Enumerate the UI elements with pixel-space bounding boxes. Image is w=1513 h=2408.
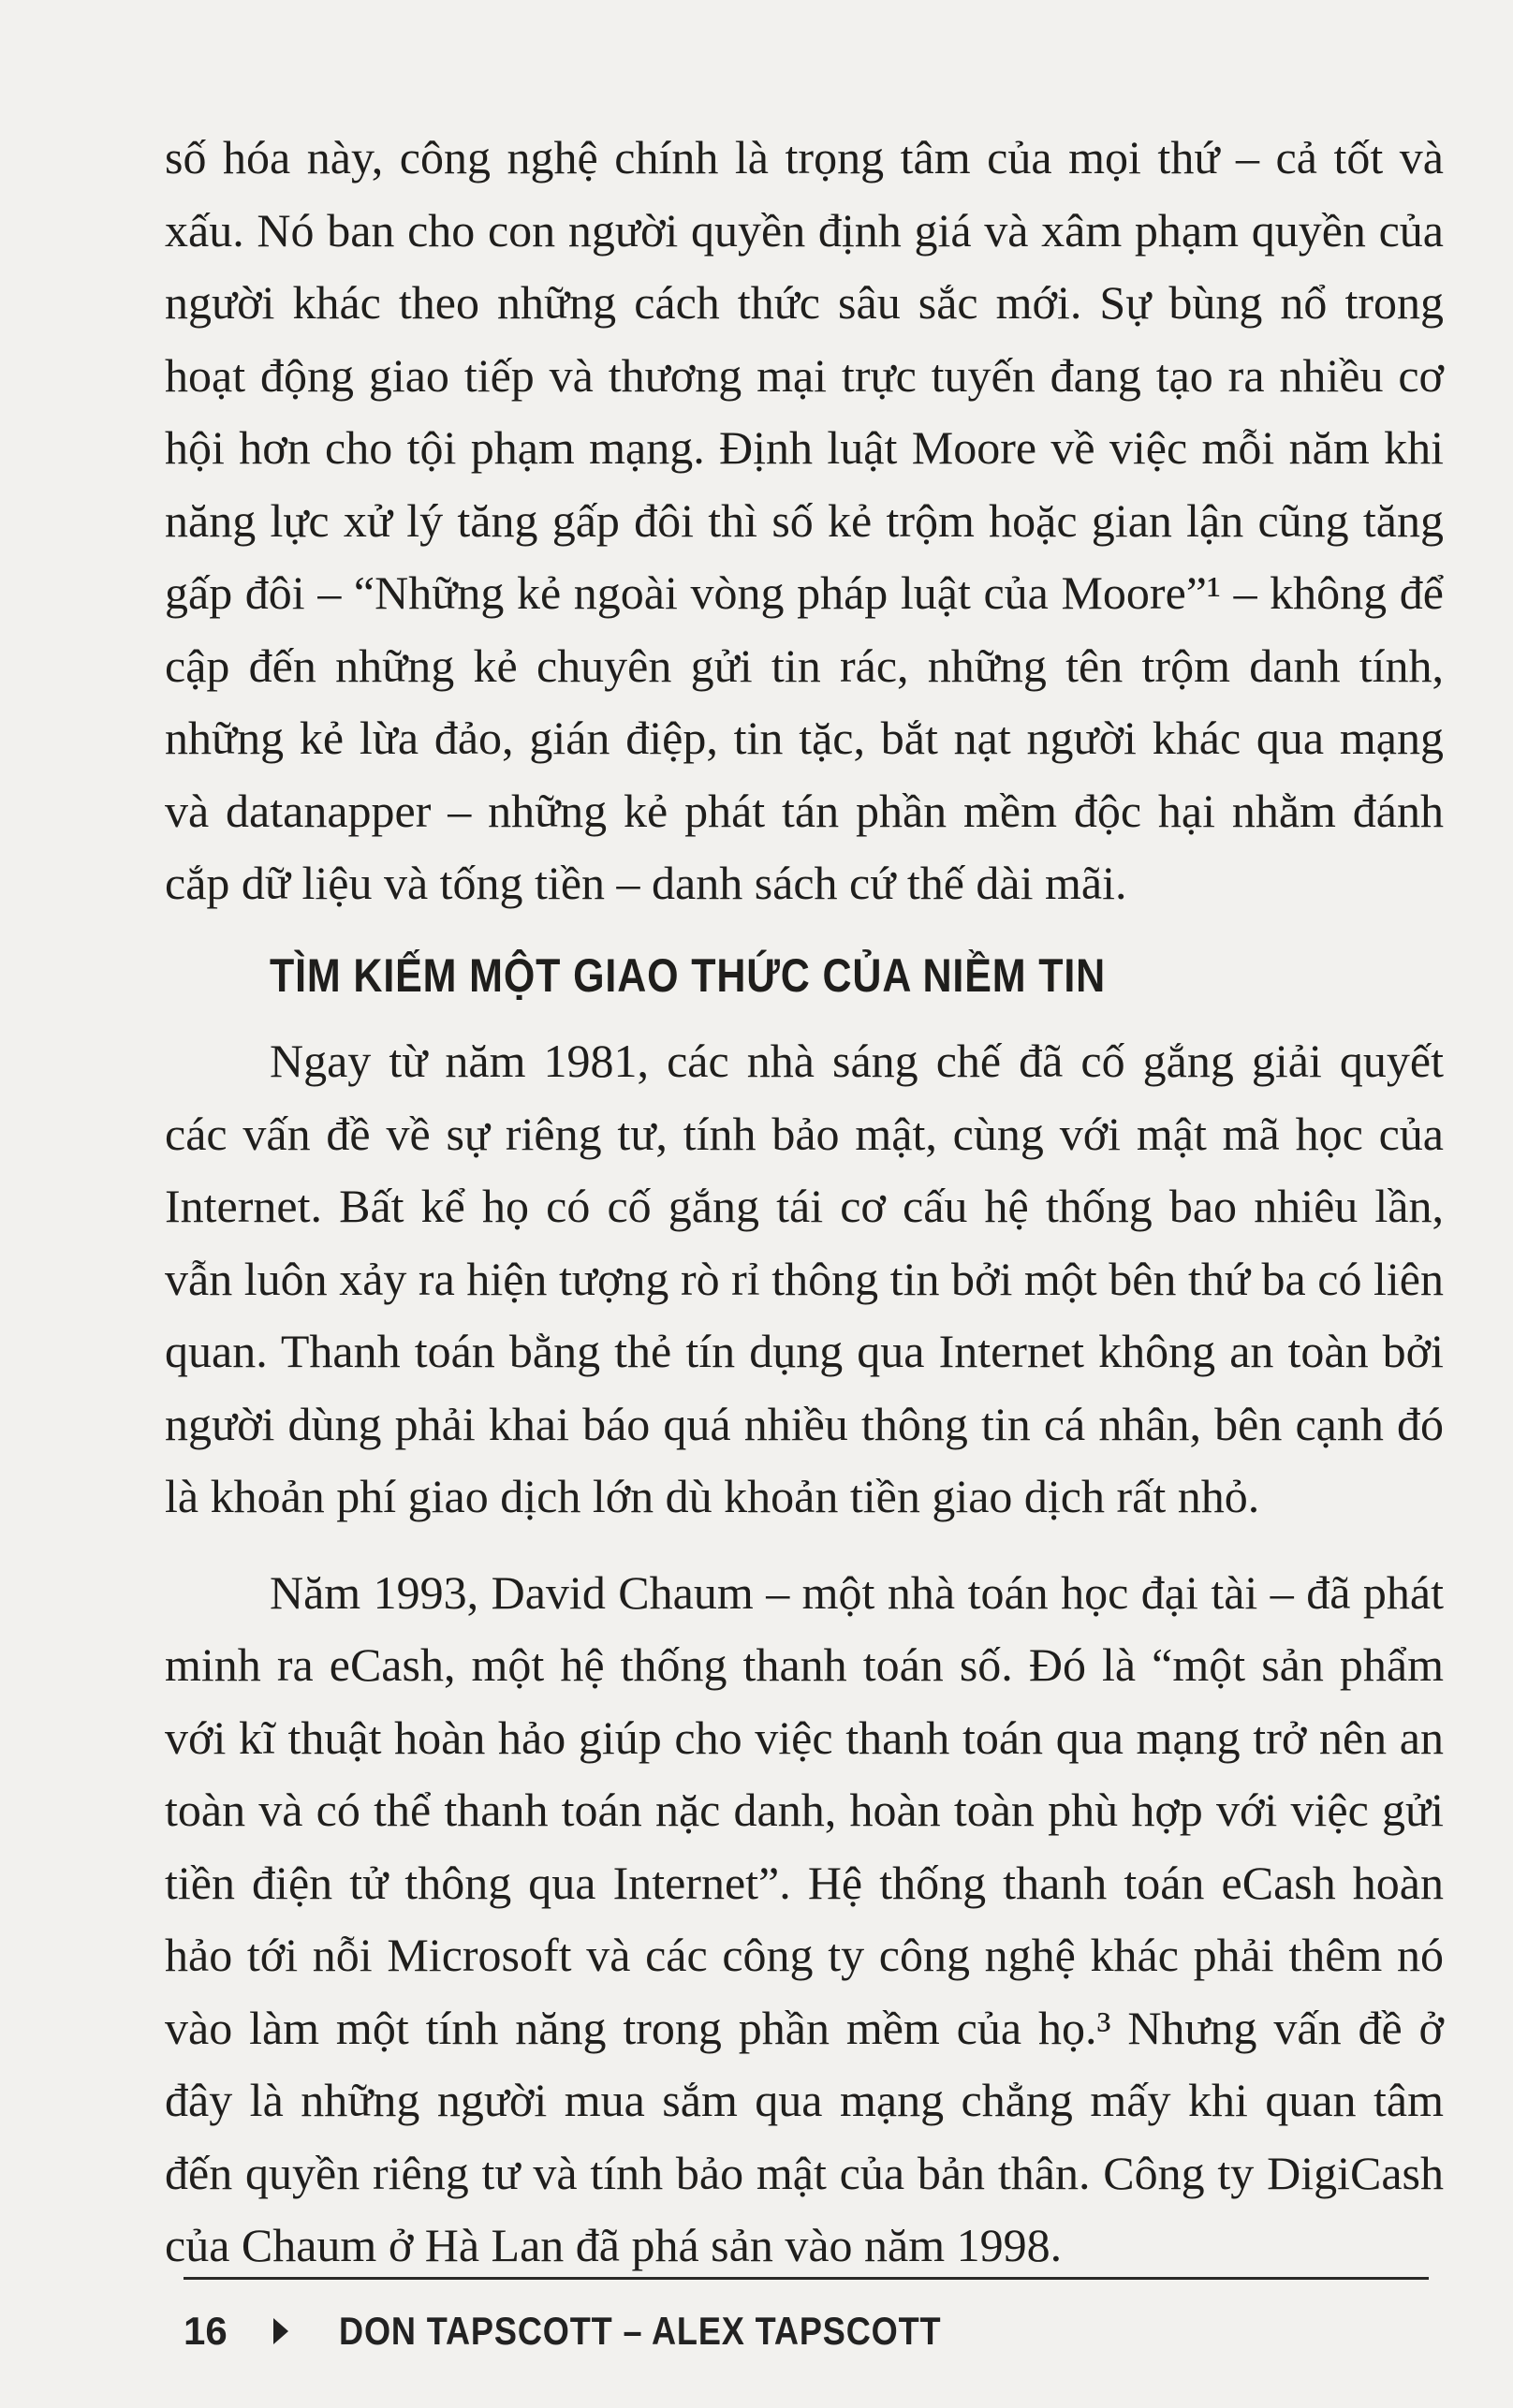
page-number: 16: [184, 2309, 228, 2353]
paragraph-1981: Ngay từ năm 1981, các nhà sáng chế đã cố gắng giải quyết các vấn đề về sự riêng tư, tính bảo mật, cùng với mật mã học của Internet. Bất kể họ có cố gắng tái cơ cấu hệ thống bao nhiêu lần, vẫn luôn xảy ra hiện tượng rò rỉ thông tin bởi một bên thứ ba có liên quan. Thanh toán bằng thẻ tín dụng qua Internet không an toàn bởi người dùng phải khai báo quá nhiều thông tin cá nhân, bên cạnh đó là khoản phí giao dịch lớn dù khoản tiền giao dịch rất nhỏ.: [165, 1035, 1444, 1522]
paragraph-1993: Năm 1993, David Chaum – một nhà toán học đại tài – đã phát minh ra eCash, một hệ thống thanh toán số. Đó là “một sản phẩm với kĩ thuật hoàn hảo giúp cho việc thanh toán qua mạng trở nên an toàn và có thể thanh toán nặc danh, hoàn toàn phù hợp với việc gửi tiền điện tử thông qua Internet”. Hệ thống thanh toán eCash hoàn hảo tới nỗi Microsoft và các công ty công nghệ khác phải thêm nó vào làm một tính năng trong phần mềm của họ.³ Nhưng vấn đề ở đây là những người mua sắm qua mạng chẳng mấy khi quan tâm đến quyền riêng tư và tính bảo mật của bản thân. Công ty DigiCash của Chaum ở Hà Lan đã phá sản vào năm 1998.: [165, 1565, 1444, 2271]
page-footer: [184, 2303, 1039, 2359]
triangle-right-icon: [273, 2318, 288, 2344]
section-heading: TÌM KIẾM MỘT GIAO THỨC CỦA NIỀM TIN: [270, 949, 1107, 1002]
footer-divider: [184, 2277, 1429, 2280]
author-names: DON TAPSCOTT – ALEX TAPSCOTT: [339, 2309, 942, 2353]
paragraph-continued: số hóa này, công nghệ chính là trọng tâm của mọi thứ – cả tốt và xấu. Nó ban cho con người quyền định giá và xâm phạm quyền của người khác theo những cách thức sâu sắc mới. Sự bùng nổ trong hoạt động giao tiếp và thương mại trực tuyến đang tạo ra nhiều cơ hội hơn cho tội phạm mạng. Định luật Moore về việc mỗi năm khi năng lực xử lý tăng gấp đôi thì số kẻ trộm hoặc gian lận cũng tăng gấp đôi – “Những kẻ ngoài vòng pháp luật của Moore”¹ – không để cập đến những kẻ chuyên gửi tin rác, những tên trộm danh tính, những kẻ lừa đảo, gián điệp, tin tặc, bắt nạt người khác qua mạng và datanapper – những kẻ phát tán phần mềm độc hại nhằm đánh cắp dữ liệu và tống tiền – danh sách cứ thế dài mãi.: [165, 131, 1444, 909]
body-text-section: [165, 1025, 1444, 2283]
body-text-top: [165, 122, 1444, 920]
